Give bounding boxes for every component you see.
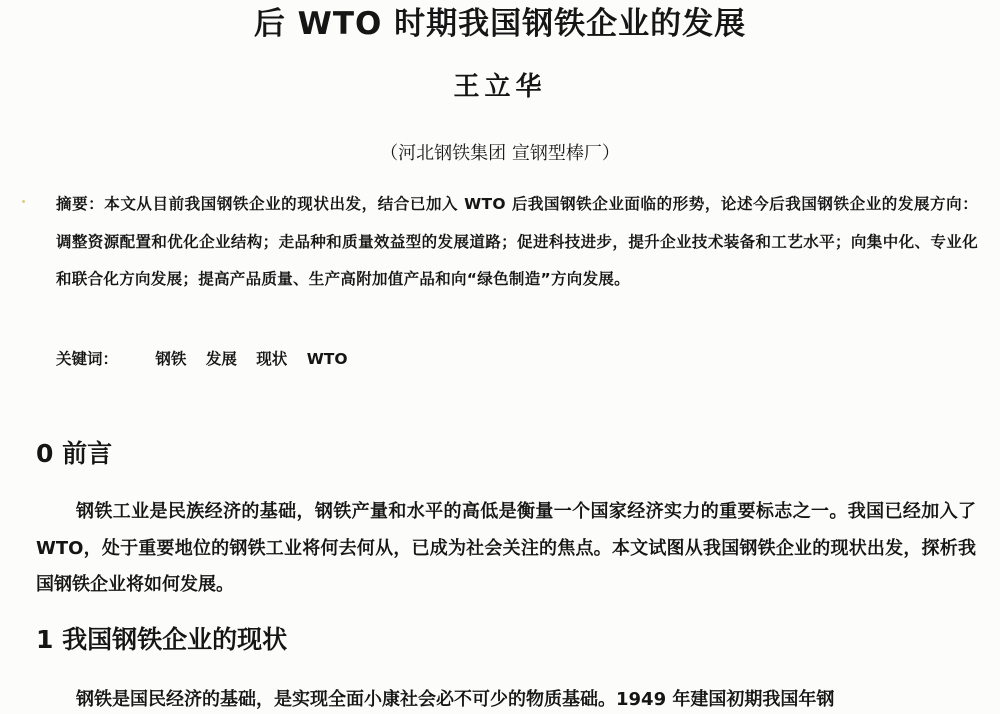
paper-title: 后 WTO 时期我国钢铁企业的发展 <box>253 6 747 42</box>
keyword: 钢铁 <box>155 350 187 368</box>
keyword: 发展 <box>205 350 237 368</box>
abstract: 摘要：本文从目前我国钢铁企业的现状出发，结合已加入 WTO 后我国钢铁企业面临的形势，论述今后我国钢铁企业的发展方向：调整资源配置和优化企业结构；走品种和质量效益型的发展道路；促进科技进步，提升企业技术装备和工艺水平；向集中化、专业化和联合化方向发展；提高产品质量、生产高附加值产品和向“绿色制造”方向发展。 <box>56 195 978 288</box>
section-heading-current-status: 1 我国钢铁企业的现状 <box>36 625 288 654</box>
keywords <box>56 344 956 374</box>
section-paragraph-introduction: 钢铁工业是民族经济的基础，钢铁产量和水平的高低是衡量一个国家经济实力的重要标志之一。我国已经加入了 WTO，处于重要地位的钢铁工业将何去何从，已成为社会关注的焦点。本文试图从我国钢铁企业的现状出发，探析我国钢铁企业将如何发展。 <box>36 501 976 595</box>
author-affiliation: （河北钢铁集团 宣钢型棒厂） <box>380 143 620 164</box>
scan-speck <box>22 200 25 203</box>
paper-author: 王立华 <box>453 72 547 102</box>
section-paragraph-current-status: 钢铁是国民经济的基础，是实现全面小康社会必不可少的物质基础。1949 年建国初期我国年钢 <box>76 689 835 710</box>
keyword: 现状 <box>256 350 288 368</box>
keyword: WTO <box>306 350 348 368</box>
keywords-label: 关键词： <box>56 350 119 368</box>
section-heading-introduction: 0 前言 <box>36 439 113 468</box>
